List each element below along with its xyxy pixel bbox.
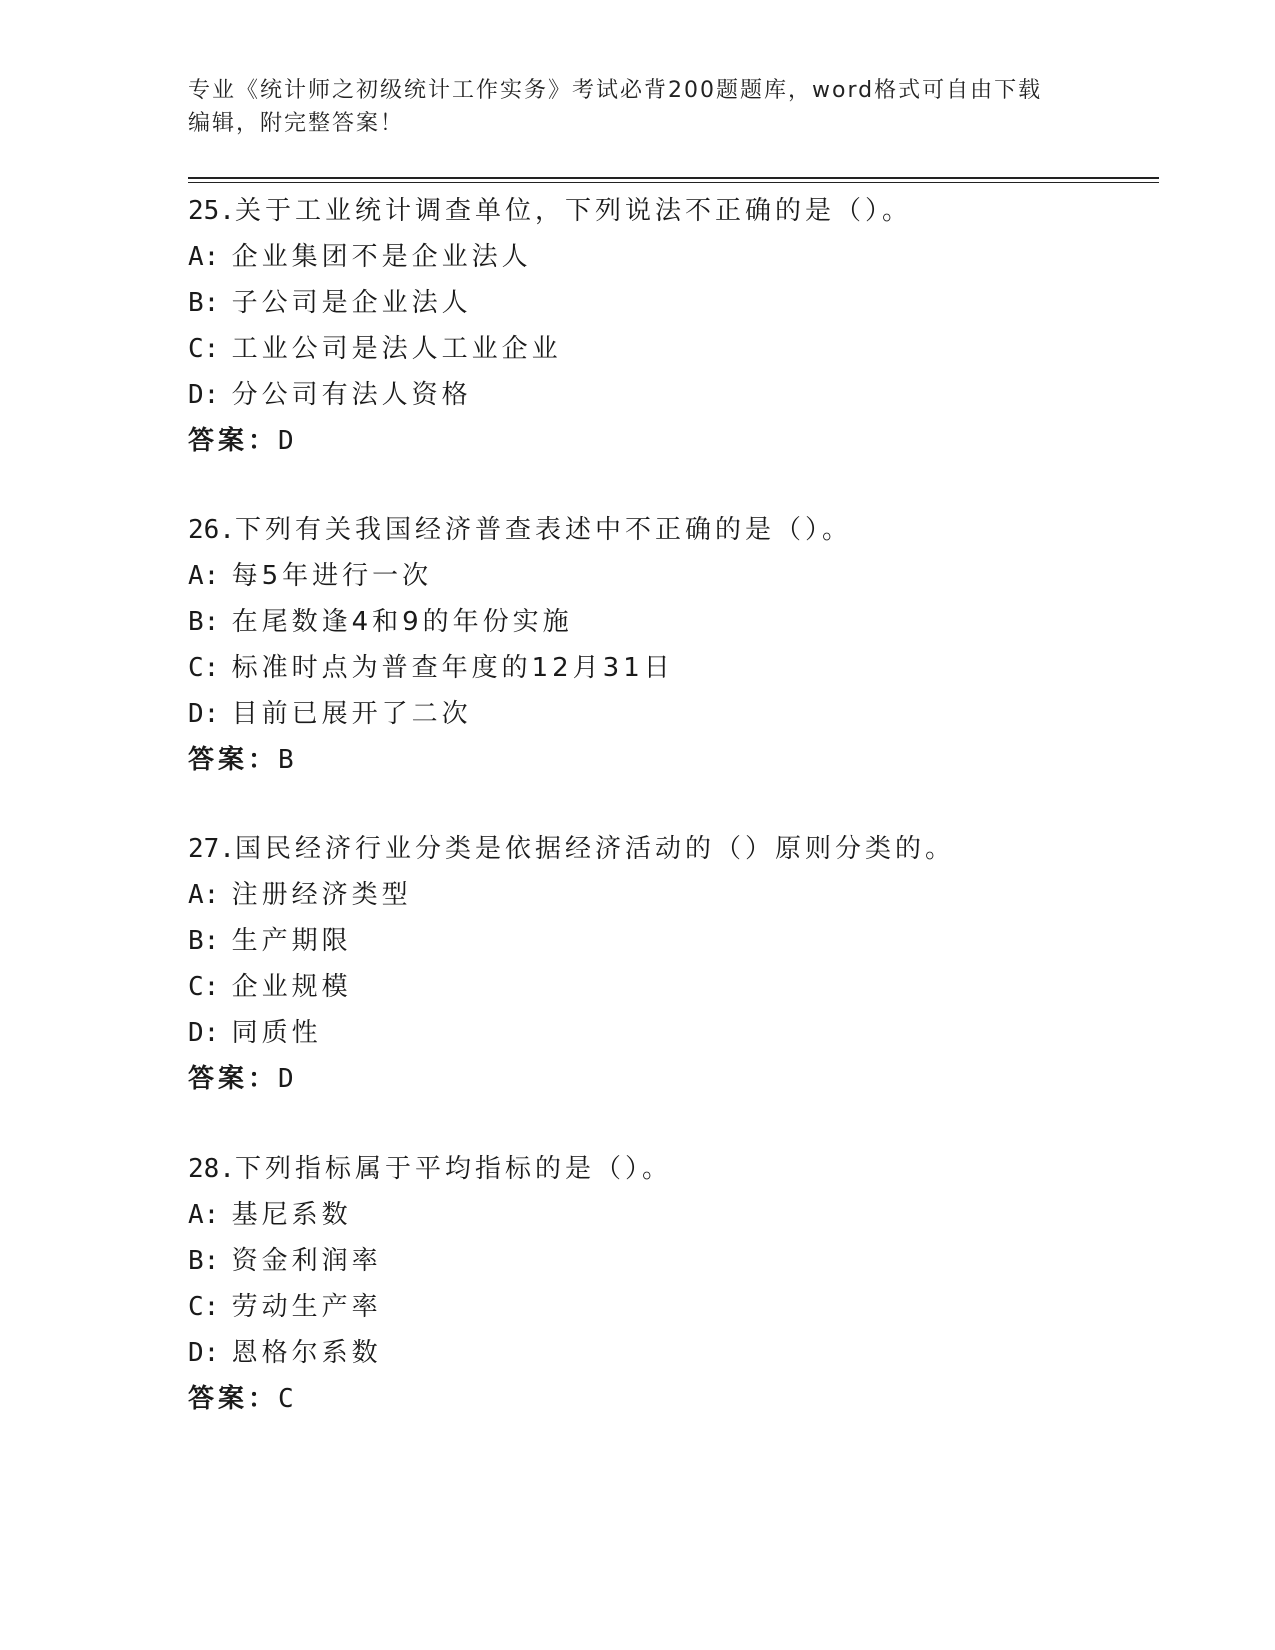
option-text: 分公司有法人资格: [231, 380, 472, 410]
document-header: [188, 74, 1088, 140]
header-divider-thick: [188, 177, 1159, 179]
answer-value: D: [278, 426, 294, 456]
option-text: 注册经济类型: [231, 880, 412, 910]
option-a: [188, 234, 1148, 280]
option-letter: A:: [188, 880, 220, 910]
header-line-1: 专业《统计师之初级统计工作实务》考试必背200题题库，word格式可自由下载: [188, 78, 1043, 103]
option-letter: C:: [188, 334, 220, 364]
option-d: [188, 1010, 1148, 1056]
question-stem: [188, 188, 1148, 234]
question-number: 26.: [188, 515, 235, 545]
question-number: 25.: [188, 196, 235, 226]
option-letter: C:: [188, 653, 220, 683]
option-letter: B:: [188, 288, 220, 318]
question-stem: [188, 826, 1148, 872]
answer-line: [188, 1376, 1148, 1422]
option-letter: D:: [188, 380, 220, 410]
option-text: 企业规模: [231, 972, 352, 1002]
answer-label: 答案：: [188, 1064, 279, 1094]
option-text: 企业集团不是企业法人: [231, 242, 532, 272]
option-letter: C:: [188, 972, 220, 1002]
question-28: [188, 1146, 1148, 1422]
option-a: [188, 1192, 1148, 1238]
answer-line: [188, 1056, 1148, 1102]
option-b: [188, 280, 1148, 326]
option-c: [188, 1284, 1148, 1330]
option-letter: A:: [188, 1200, 220, 1230]
header-divider-thin: [188, 182, 1159, 183]
option-text: 在尾数逢4和9的年份实施: [231, 607, 573, 637]
option-text: 恩格尔系数: [231, 1338, 382, 1368]
option-text: 同质性: [231, 1018, 322, 1048]
option-c: [188, 326, 1148, 372]
option-a: [188, 553, 1148, 599]
option-d: [188, 372, 1148, 418]
option-letter: D:: [188, 1018, 220, 1048]
question-stem: [188, 507, 1148, 553]
answer-line: [188, 737, 1148, 783]
option-b: [188, 599, 1148, 645]
option-text: 劳动生产率: [231, 1292, 382, 1322]
question-number: 28.: [188, 1154, 235, 1184]
option-d: [188, 691, 1148, 737]
option-text: 生产期限: [231, 926, 352, 956]
option-c: [188, 645, 1148, 691]
option-text: 资金利润率: [231, 1246, 382, 1276]
answer-value: C: [278, 1384, 294, 1414]
question-27: [188, 826, 1148, 1102]
option-letter: D:: [188, 699, 220, 729]
option-b: [188, 1238, 1148, 1284]
option-letter: A:: [188, 561, 220, 591]
option-text: 标准时点为普查年度的12月31日: [231, 653, 674, 683]
question-text: 下列有关我国经济普查表述中不正确的是（）。: [234, 515, 852, 545]
option-d: [188, 1330, 1148, 1376]
answer-label: 答案：: [188, 745, 279, 775]
answer-line: [188, 418, 1148, 464]
question-text: 关于工业统计调查单位，下列说法不正确的是（）。: [234, 196, 912, 226]
answer-label: 答案：: [188, 1384, 279, 1414]
option-letter: B:: [188, 607, 220, 637]
header-line-2: 编辑，附完整答案！: [188, 111, 405, 136]
question-25: [188, 188, 1148, 464]
answer-label: 答案：: [188, 426, 279, 456]
option-text: 每5年进行一次: [231, 561, 433, 591]
question-stem: [188, 1146, 1148, 1192]
option-text: 基尼系数: [231, 1200, 352, 1230]
question-number: 27.: [188, 834, 235, 864]
option-text: 目前已展开了二次: [231, 699, 472, 729]
question-text: 下列指标属于平均指标的是（）。: [234, 1154, 672, 1184]
option-a: [188, 872, 1148, 918]
option-text: 工业公司是法人工业企业: [231, 334, 562, 364]
option-letter: B:: [188, 926, 220, 956]
option-letter: D:: [188, 1338, 220, 1368]
option-letter: A:: [188, 242, 220, 272]
option-letter: B:: [188, 1246, 220, 1276]
answer-value: B: [278, 745, 294, 775]
option-letter: C:: [188, 1292, 220, 1322]
answer-value: D: [278, 1064, 294, 1094]
option-b: [188, 918, 1148, 964]
question-26: [188, 507, 1148, 783]
option-text: 子公司是企业法人: [231, 288, 472, 318]
option-c: [188, 964, 1148, 1010]
question-text: 国民经济行业分类是依据经济活动的（）原则分类的。: [234, 834, 955, 864]
